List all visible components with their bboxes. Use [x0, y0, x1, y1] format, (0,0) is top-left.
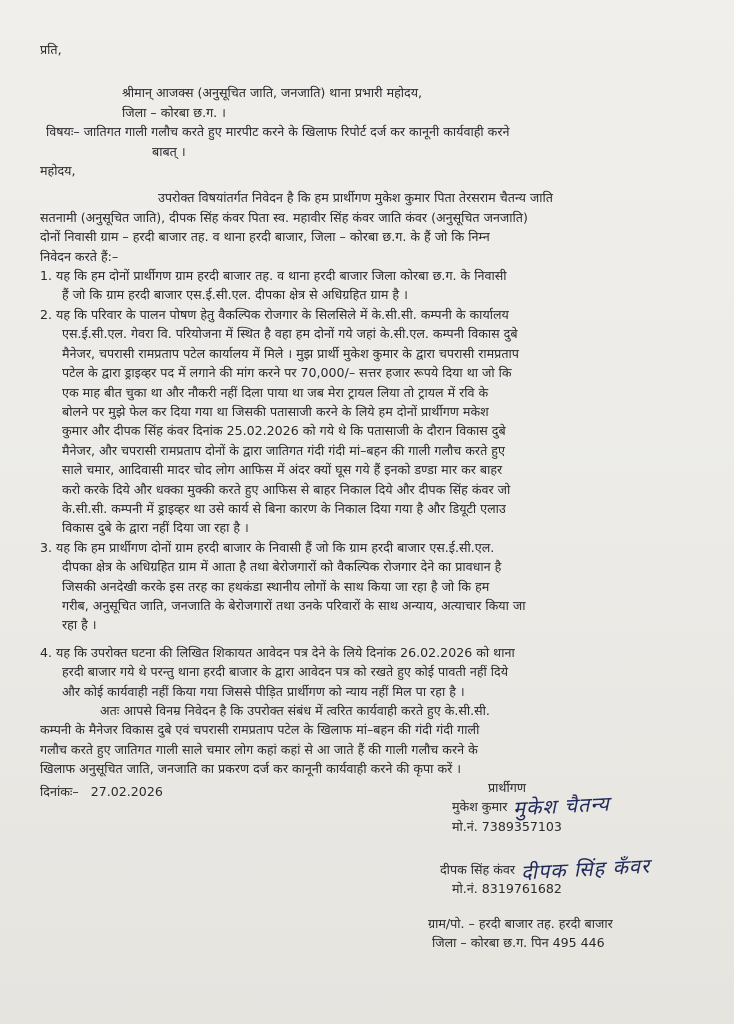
applicant-address — [428, 914, 613, 953]
signer-2-mobile: मो.नं. 8319761682 — [452, 881, 562, 897]
point-2-line: विकास दुबे के द्वारा नहीं दिया जा रहा है । — [62, 520, 249, 536]
point-4 — [40, 643, 700, 701]
signer-2-signature: दीपक सिंह कँवर — [520, 853, 651, 885]
signer-2-name: दीपक सिंह कंवर — [440, 862, 516, 877]
signature-block-1 — [452, 778, 610, 836]
point-4-line: और कोई कार्यवाही नहीं किया गया जिससे पीड़ित प्रार्थीगण को न्याय नहीं मिल पा रहा है । — [62, 683, 465, 699]
applicants-label: प्रार्थीगण — [488, 780, 526, 795]
point-2-line: मैनेजर, और चपरासी रामप्रताप दोनों के द्वारा जातिगत गंदी गंदी मां–बहन की गाली गलौच करते हुए — [62, 442, 505, 458]
point-2 — [40, 305, 700, 538]
point-2-line: बोलने पर मुझे फेल कर दिया गया था जिसकी पतासाजी करने के लिये हम दोनों प्रार्थीगण मकेश — [62, 403, 489, 419]
signer-1-name: मुकेश कुमार — [452, 799, 508, 815]
closing-line: अतः आपसे विनम्र निवेदन है कि उपरोक्त संबंध में त्वरित कार्यवाही करते हुए के.सी.सी. — [100, 703, 490, 718]
signer-1-mobile: मो.नं. 7389357103 — [452, 818, 562, 834]
addressee-line-1: श्रीमान् आजक्स (अनुसूचित जाति, जनजाति) थाना प्रभारी महोदय, — [122, 85, 423, 101]
address-line-2: जिला – कोरबा छ.ग. पिन 495 446 — [432, 935, 605, 951]
point-2-line: करो करके दिये और धक्का मुक्की करते हुए आफिस से बाहर निकाल दिये और दीपक सिंह कंवर जो — [62, 481, 511, 497]
date-value: 27.02.2026 — [90, 784, 163, 799]
point-2-line: कुमार और दीपक सिंह कंवर दिनांक 25.02.2026 को गये थे कि पतासाजी के दौरान विकास दुबे — [62, 423, 506, 439]
intro-line: उपरोक्त विषयांतर्गत निवेदन है कि हम प्रार्थीगण मुकेश कुमार पिता तेरसराम चैतन्य जाति — [158, 190, 553, 206]
point-2-line: साले चमार, आदिवासी मादर चोद लोग आफिस में अंदर क्यों घूस गये हैं इनको डण्डा मार कर बाहर — [62, 462, 503, 478]
letter-to: प्रति, — [40, 42, 62, 57]
subject-line-2: बाबत् । — [152, 143, 186, 159]
signer-1-signature: मुकेश चैतन्य — [512, 791, 611, 821]
point-2-line: के.सी.सी. कम्पनी में ड्राइव्हर था उसे कार्य से बिना कारण के निकाल दिया गया है और डियूटी एलाउ — [62, 500, 506, 516]
signature-block-2 — [440, 853, 651, 899]
point-2-line: पटेल के द्वारा ड्राइव्हर पद में लगाने की मांग करने पर 70,000/– सत्तर हजार रूपये दिया था जो कि — [62, 365, 512, 381]
point-1 — [40, 266, 700, 305]
address-line-1: ग्राम/पो. – हरदी बाजार तह. हरदी बाजार — [428, 916, 613, 931]
letter-date — [40, 782, 163, 801]
point-4-line: हरदी बाजार गये थे परन्तु थाना हरदी बाजार के द्वारा आवेदन पत्र को रखते हुए कोई पावती नहीं दिये — [62, 664, 509, 680]
closing-line: खिलाफ अनुसूचित जाति, जनजाति का प्रकरण दर्ज कर कानूनी कार्यवाही करने की कृपा करें । — [40, 761, 462, 777]
intro-paragraph — [40, 188, 700, 266]
closing-paragraph — [40, 701, 700, 779]
point-1-line: हैं जो कि ग्राम हरदी बाजार एस.ई.सी.एल. दीपका क्षेत्र से अधिग्रहित ग्राम है । — [62, 287, 408, 303]
intro-line: निवेदन करते हैं:– — [40, 248, 119, 264]
closing-line: कम्पनी के मैनेजर विकास दुबे एवं चपरासी रामप्रताप पटेल के खिलाफ मां–बहन की गंदी गंदी गाली — [40, 722, 480, 738]
subject-line-1: विषयः– जातिगत गाली गलौच करते हुए मारपीट करने के खिलाफ रिपोर्ट दर्ज कर कानूनी कार्यवाही करने — [46, 124, 510, 140]
addressee-block — [122, 83, 700, 122]
addressee-line-2: जिला – कोरबा छ.ग. । — [122, 104, 226, 120]
point-2-line: एस.ई.सी.एल. गेवरा वि. परियोजना में स्थित है वहा हम दोनों गये जहां के.सी.एल. कम्पनी विकास दुबे — [62, 326, 518, 342]
point-3-line: रहा है । — [62, 617, 97, 633]
point-2-line: मैनेजर, चपरासी रामप्रताप पटेल कार्यालय में मिले । मुझ प्रार्थी मुकेश कुमार के द्वारा चपरासी रामप्रताप — [62, 345, 519, 361]
intro-line: सतनामी (अनुसूचित जाति), दीपक सिंह कंवर पिता स्व. महावीर सिंह कंवर जाति कंवर (अनुसूचित जनजाति) — [40, 209, 528, 225]
closing-line: गलौच करते हुए जातिगत गाली साले चमार लोग कहां कहां से आ जाते हैं की गाली गलौच करने के — [40, 741, 478, 757]
salutation: महोदय, — [40, 163, 76, 179]
point-3 — [40, 538, 700, 635]
point-2-line: एक माह बीत चुका था और नौकरी नहीं दिला पाया था जब मेरा ट्रायल लिया तो ट्रायल में रवि के — [62, 384, 489, 400]
subject-block — [40, 122, 700, 161]
point-4-line: 4. यह कि उपरोक्त घटना की लिखित शिकायत आवेदन पत्र देने के लिये दिनांक 26.02.2026 को थाना — [40, 644, 515, 660]
point-3-line: 3. यह कि हम प्रार्थीगण दोनों ग्राम हरदी बाजार के निवासी हैं जो कि ग्राम हरदी बाजार एस.ई.सी.एल. — [40, 539, 495, 555]
point-3-line: गरीब, अनुसूचित जाति, जनजाति के बेरोजगारों तथा उनके परिवारों के साथ अन्याय, अत्याचार किया जा — [62, 597, 526, 613]
date-label: दिनांकः– — [40, 784, 79, 799]
point-3-line: दीपका क्षेत्र के अधिग्रहित ग्राम में आता है तथा बेरोजगारों को वैकल्पिक रोजगार देने का प्रावधान है — [62, 559, 502, 575]
point-3-line: जिसकी अनदेखी करके इस तरह का हथकंडा स्थानीय लोगों के साथ किया जा रहा है जो कि हम — [62, 578, 490, 594]
point-1-line: 1. यह कि हम दोनों प्रार्थीगण ग्राम हरदी बाजार तह. व थाना हरदी बाजार जिला कोरबा छ.ग. के निवासी — [40, 268, 507, 284]
point-2-line: 2. यह कि परिवार के पालन पोषण हेतु वैकल्पिक रोजगार के सिलसिले में के.सी.सी. कम्पनी के कार्यालय — [40, 306, 509, 322]
intro-line: दोनों निवासी ग्राम – हरदी बाजार तह. व थाना हरदी बाजार, जिला – कोरबा छ.ग. के हैं जो कि निम्न — [40, 229, 490, 245]
